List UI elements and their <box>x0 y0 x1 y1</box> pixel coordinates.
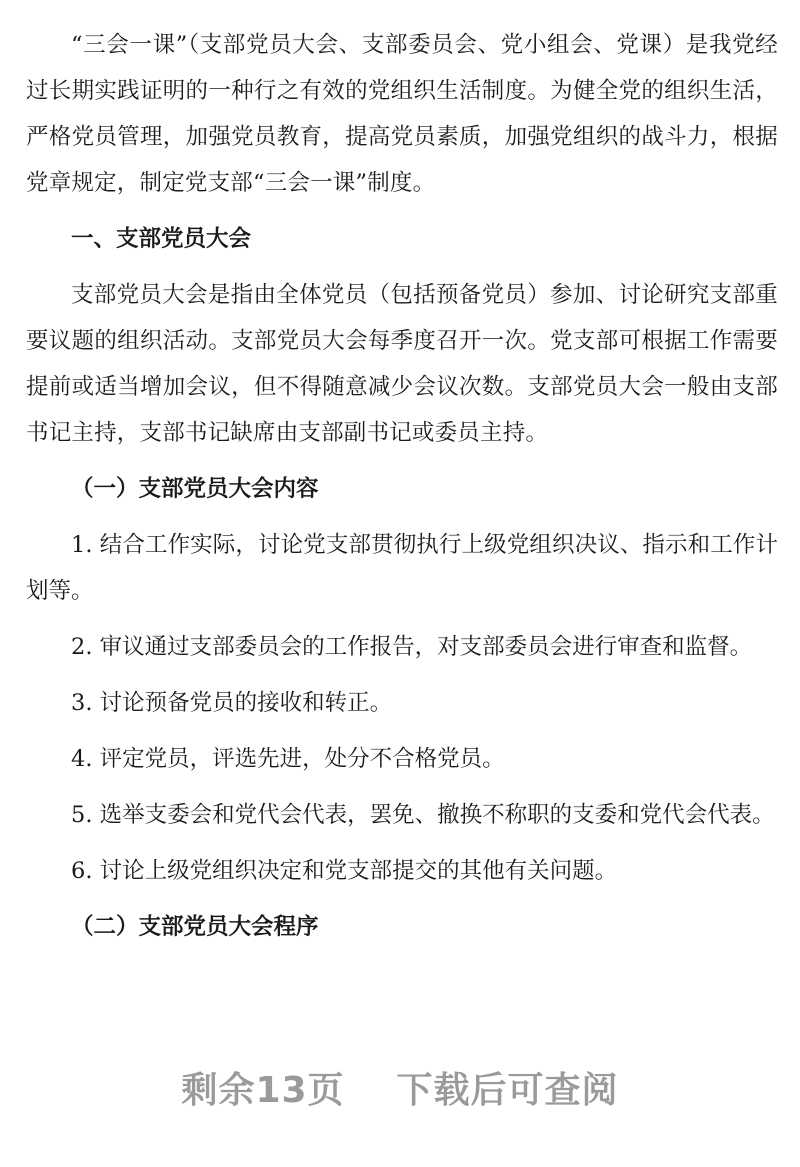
intro-paragraph: “三会一课”（支部党员大会、支部委员会、党小组会、党课）是我党经过长期实践证明的一种行之有效的党组织生活制度。为健全党的组织生活，严格党员管理，加强党员教育，提高党员素质，加强党组织的战斗力，根据党章规定，制定党支部“三会一课”制度。 <box>26 32 778 196</box>
document-body <box>26 22 778 960</box>
list-item: 5. 选举支委会和党代会代表，罢免、撤换不称职的支委和党代会代表。 <box>71 802 775 828</box>
subsection-heading-2: （二）支部党员大会程序 <box>71 914 319 940</box>
download-prompt-label: 下载后可查阅 <box>396 1070 619 1111</box>
download-banner[interactable] <box>0 1062 800 1113</box>
list-item: 2. 审议通过支部委员会的工作报告，对支部委员会进行审查和监督。 <box>71 634 753 660</box>
section-1-paragraph: 支部党员大会是指由全体党员（包括预备党员）参加、讨论研究支部重要议题的组织活动。支部党员大会每季度召开一次。党支部可根据工作需要提前或适当增加会议，但不得随意减少会议次数。支部党员大会一般由支部书记主持，支部书记缺席由支部副书记或委员主持。 <box>26 282 778 446</box>
list-item: 1. 结合工作实际，讨论党支部贯彻执行上级党组织决议、指示和工作计划等。 <box>26 532 778 604</box>
subsection-heading-1: （一）支部党员大会内容 <box>71 476 319 502</box>
list-item: 3. 讨论预备党员的接收和转正。 <box>71 690 393 716</box>
list-item: 4. 评定党员，评选先进，处分不合格党员。 <box>71 746 505 772</box>
section-heading-1: 一、支部党员大会 <box>71 226 252 252</box>
remaining-pages-label: 剩余13页 <box>181 1070 345 1111</box>
list-item: 6. 讨论上级党组织决定和党支部提交的其他有关问题。 <box>71 858 618 884</box>
